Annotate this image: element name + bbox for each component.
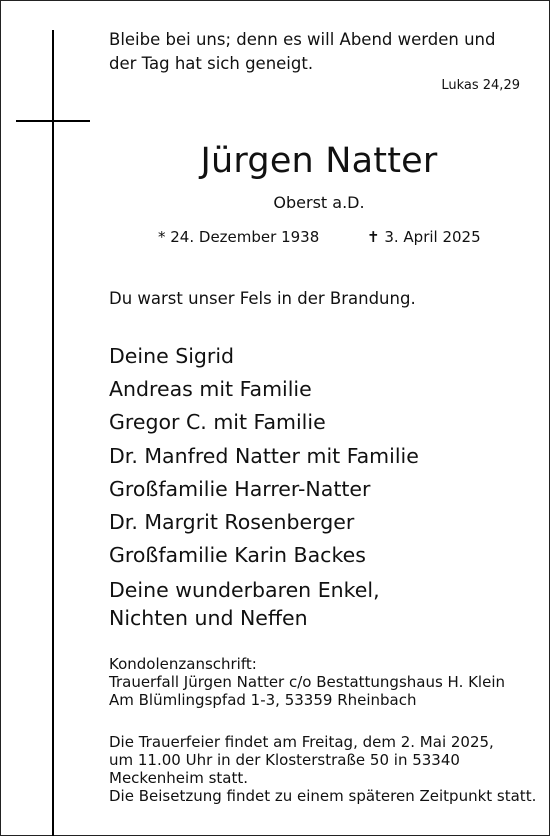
funeral-service-info [109,733,536,805]
mourners-list [109,340,419,632]
mourner-item: Gregor C. mit Familie [109,410,326,435]
condolence-heading: Kondolenzanschrift: [109,655,257,673]
deceased-name: Jürgen Natter [200,141,438,181]
condolence-line: Am Blümlingspfad 1-3, 53359 Rheinbach [109,691,417,709]
mourner-item: Andreas mit Familie [109,377,312,402]
condolence-line: Trauerfall Jürgen Natter c/o Bestattungshaus H. Klein [109,673,506,691]
death-date: ✝ 3. April 2025 [367,228,481,246]
service-line: Meckenheim statt. [109,769,249,787]
motto-line: Du warst unser Fels in der Brandung. [109,289,416,308]
mourner-item: Großfamilie Karin Backes [109,543,366,568]
deceased-title: Oberst a.D. [273,193,365,212]
mourner-item: Dr. Margrit Rosenberger [109,510,355,535]
mourner-item: Deine wunderbaren Enkel, [109,578,380,603]
cross-horizontal-bar [16,120,90,122]
verse-source: Lukas 24,29 [441,78,520,93]
condolence-address [109,655,505,709]
service-line: Die Beisetzung findet zu einem späteren Zeitpunkt statt. [109,787,537,805]
verse-line: der Tag hat sich geneigt. [109,54,314,73]
bible-verse [109,28,529,76]
mourner-item: Dr. Manfred Natter mit Familie [109,443,419,468]
service-line: um 11.00 Uhr in der Klosterstraße 50 in 53340 [109,751,460,769]
birth-date: * 24. Dezember 1938 [158,228,320,246]
mourner-item: Großfamilie Harrer-Natter [109,476,371,501]
cross-vertical-bar [52,30,54,836]
service-line: Die Trauerfeier findet am Freitag, dem 2. Mai 2025, [109,733,494,751]
mourner-item: Nichten und Neffen [109,606,308,631]
mourner-item: Deine Sigrid [109,344,235,368]
verse-line: Bleibe bei uns; denn es will Abend werden und [109,30,496,49]
